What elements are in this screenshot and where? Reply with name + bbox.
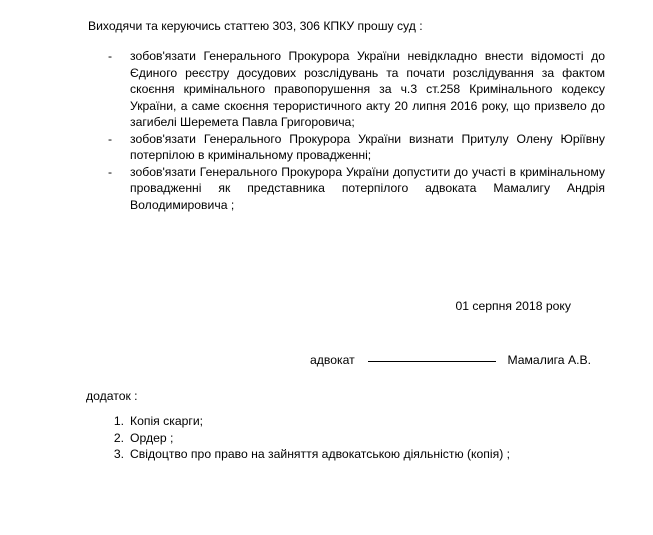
signature-name: Мамалига А.В. [507, 353, 591, 367]
vertical-spacer [88, 213, 613, 299]
intro-paragraph: Виходячи та керуючись статтею 303, 306 КПКУ прошу суд : [88, 19, 423, 33]
request-text: зобов'язати Генерального Прокурора України допустити до участі в кримінальному провадженні як представника потерпілого адвоката Мамалигу Андрія Володимировича ; [130, 164, 605, 212]
signature-block [88, 353, 613, 367]
requests-list [88, 48, 605, 213]
attachment-text: Копія скарги; [130, 414, 204, 428]
document-date: 01 серпня 2018 року [455, 299, 571, 313]
list-item [88, 131, 605, 164]
item-number: 2. [113, 430, 124, 445]
dash-bullet: - [108, 164, 113, 179]
item-number: 1. [113, 414, 124, 428]
dash-bullet: - [108, 131, 113, 146]
request-text: зобов'язати Генерального Прокурора України визнати Притулу Олену Юріївну потерпілою в кримінальному провадженні; [130, 131, 605, 162]
dash-bullet: - [108, 49, 113, 63]
list-item [88, 430, 613, 447]
signature-line [368, 361, 496, 362]
attachment-text: Ордер ; [130, 430, 174, 445]
attachment-text: Свідоцтво про право на зайняття адвокатською діяльністю (копія) ; [130, 447, 511, 461]
attachments-list [88, 413, 613, 463]
signature-role: адвокат [310, 353, 355, 367]
list-item [88, 48, 605, 131]
item-number: 3. [113, 447, 124, 461]
list-item [88, 413, 613, 430]
list-item [88, 446, 613, 463]
list-item [88, 164, 605, 214]
request-text: зобов'язати Генерального Прокурора України невідкладно внести відомості до Єдиного реєстру досудових розслідувань та почати розслідування за фактом скоєння кримінального правопорушення за ч.3 ст.258 Кримінального кодексу України, а саме скоєння терористичного акту 20 липня 2016 року, що призвело до загибелі Шеремета Павла Григоровича; [130, 49, 605, 129]
attachments-heading: додаток : [86, 389, 138, 403]
